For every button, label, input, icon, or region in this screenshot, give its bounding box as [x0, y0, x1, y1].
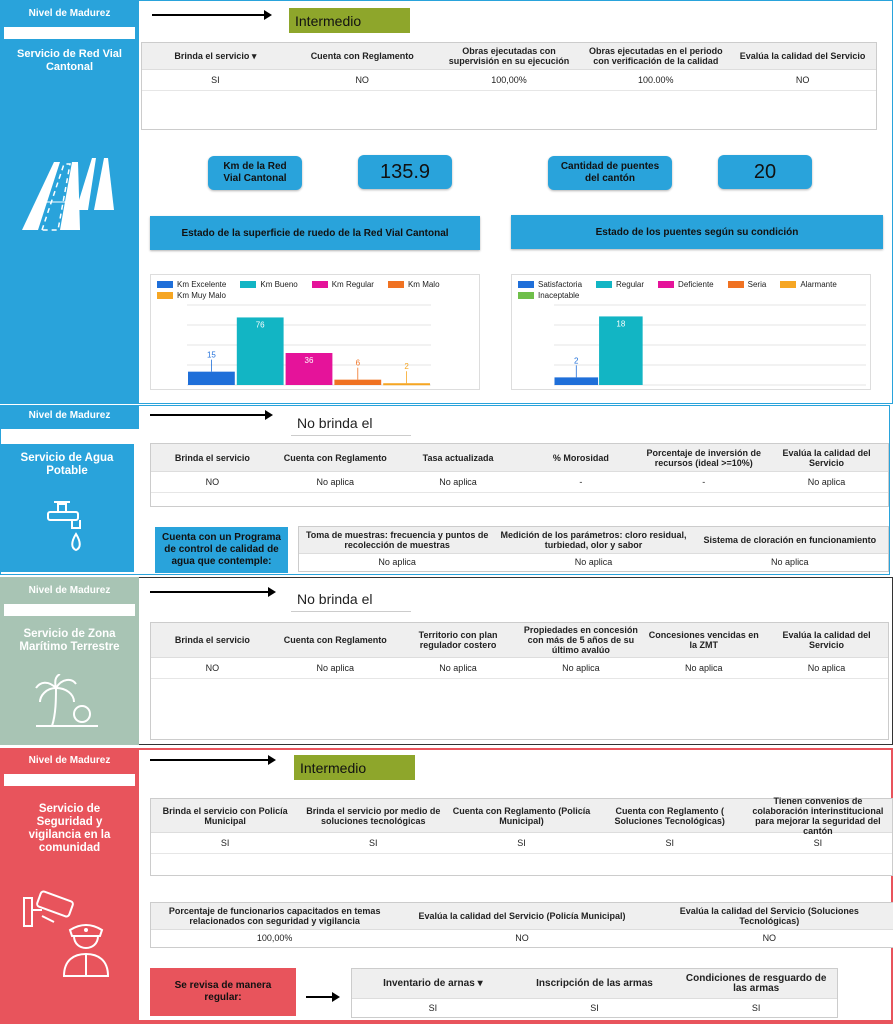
- security-status: Intermedio: [294, 755, 415, 780]
- data-label: 18: [616, 319, 626, 329]
- kpi-bridges-value: 20: [718, 155, 812, 189]
- legend-label: Seria: [747, 280, 767, 289]
- road-nivel-label: Nivel de Madurez: [4, 3, 135, 25]
- bar[interactable]: [188, 372, 235, 385]
- table-row: SI SI SI: [428, 1003, 761, 1013]
- table-row: SI NO 100,00% 100.00% NO: [142, 70, 876, 91]
- zmt-arrow: [150, 591, 270, 593]
- kpi-km-value: 135.9: [358, 155, 452, 189]
- legend-label: Km Malo: [407, 280, 440, 289]
- legend-label: Km Regular: [331, 280, 374, 289]
- road-col-reglamento: Cuenta con Reglamento: [310, 51, 414, 61]
- table-row: 100,00% NO NO: [256, 933, 777, 943]
- chart1-title: Estado de la superficie de ruedo de la Red Vial Cantonal: [150, 216, 480, 250]
- road-col-evalua: Evalúa la calidad del Servicio: [739, 51, 866, 61]
- security-sidebar: [0, 748, 139, 1021]
- table-row: SI SI SI SI SI: [151, 833, 892, 854]
- bar[interactable]: [334, 380, 381, 385]
- water-nivel-label: Nivel de Madurez: [4, 405, 135, 427]
- legend-label: Satisfactoria: [538, 280, 583, 289]
- table-row: NO No aplica No aplica - - No aplica: [151, 472, 888, 493]
- security-title: Servicio de Seguridad y vigilancia en la comunidad: [28, 803, 111, 854]
- zmt-table: Brinda el servicio Cuenta con Reglamento Territorio con plan regulador costero Propiedades en concesión con más de 5 años de su último avalúo Concesiones vencidas en la ZMT Evalúa la calidad del Servicio NO No aplica No aplica No aplica No aplica No aplica: [150, 622, 889, 740]
- security-nivel-label: Nivel de Madurez: [28, 755, 111, 766]
- water-status: No brinda el: [291, 410, 411, 436]
- road-icon: [20, 152, 115, 232]
- palm-tree-icon: [34, 674, 100, 730]
- chart2-title: Estado de los puentes según su condición: [511, 215, 883, 249]
- security-arrow: [150, 759, 270, 761]
- bar[interactable]: [383, 383, 430, 385]
- water-arrow: [150, 414, 267, 416]
- bar[interactable]: [555, 377, 599, 385]
- road-table: [141, 42, 877, 130]
- security-table-3: Inventario de arnas ▾ Inscripción de las armas Condiciones de resguardo de las armas SI SI SI: [351, 968, 838, 1018]
- road-col-supervision: Obras ejecutadas con supervisión en su ejecución: [448, 46, 570, 66]
- col-inventario[interactable]: Inventario de arnas ▾: [383, 977, 483, 989]
- zmt-nivel-label: Nivel de Madurez: [28, 585, 111, 596]
- data-label: 76: [255, 320, 265, 330]
- faucet-icon: [44, 498, 94, 554]
- road-arrow: [152, 14, 266, 16]
- legend-label: Alarmante: [800, 280, 837, 289]
- water-program-table: Toma de muestras: frecuencia y puntos de recolección de muestras Medición de los parámetros: cloro residual, turbiedad, olor y sabor Sistema de cloración en funcionamiento No aplica No aplica No aplica: [298, 526, 889, 572]
- road-status: Intermedio: [289, 8, 410, 33]
- water-table: Brinda el servicio Cuenta con Reglamento Tasa actualizada % Morosidad Porcentaje de inversión de recursos (ideal >=10%) Evalúa la calidad del Servicio NO No aplica No aplica - - No aplica: [150, 443, 889, 507]
- kpi-bridges-label: Cantidad de puentes del cantón: [548, 156, 672, 190]
- security-table-2: Porcentaje de funcionarios capacitados en temas relacionados con seguridad y vigilancia Evalúa la calidad del Servicio (Policía Municipal) Evalúa la calidad del Servicio (Soluciones Tecnológicas) 100,00% NO NO: [150, 902, 893, 948]
- data-label: 36: [304, 356, 314, 365]
- legend-label: Regular: [616, 280, 645, 289]
- road-col-brinda[interactable]: Brinda el servicio ▾: [174, 51, 257, 61]
- water-title: Servicio de Agua Potable: [20, 452, 114, 477]
- water-program-label: Cuenta con un Programa de control de calidad de agua que contemple:: [155, 527, 288, 573]
- road-col-verificacion: Obras ejecutadas en el periodo con verificación de la calidad: [589, 46, 723, 66]
- zmt-status: No brinda el: [291, 586, 411, 612]
- data-label: 2: [404, 362, 409, 372]
- chart2-plot: [512, 275, 870, 389]
- chart1-plot: [151, 275, 479, 389]
- security-nivel-underline: [4, 774, 135, 786]
- chart2: [511, 274, 871, 390]
- table-row: No aplica No aplica No aplica: [378, 557, 809, 567]
- sort-down-icon: ▾: [251, 51, 257, 61]
- road-nivel-underline: [4, 27, 135, 39]
- legend-label: Km Muy Malo: [177, 291, 226, 300]
- data-label: 6: [355, 358, 361, 368]
- legend-label: Km Bueno: [260, 280, 298, 289]
- security-camera-police-icon: [20, 890, 120, 980]
- table-row: NO No aplica No aplica No aplica No aplica No aplica: [151, 658, 888, 679]
- security-review-label: Se revisa de manera regular:: [150, 968, 296, 1016]
- road-title: Servicio de Red Vial Cantonal: [17, 48, 122, 73]
- sort-down-icon: ▾: [477, 977, 483, 989]
- security-review-arrow: [306, 996, 334, 998]
- kpi-km-label: Km de la Red Vial Cantonal: [208, 156, 302, 190]
- data-label: 15: [206, 350, 216, 360]
- zmt-title: Servicio de Zona Marítimo Terrestre: [19, 628, 120, 653]
- legend-label: Deficiente: [678, 280, 714, 289]
- legend-label: Inaceptable: [538, 291, 580, 300]
- legend-label: Km Excelente: [177, 280, 227, 289]
- data-label: 2: [574, 356, 579, 366]
- security-table: Brinda el servicio con Policía Municipal Brinda el servicio por medio de soluciones tecnológicas Cuenta con Reglamento (Policía Municipal) Cuenta con Reglamento ( Soluciones Tecnológicas) Tienen convenios de colaboración interinstitucional para mejorar la seguridad del cantón SI SI SI SI SI: [150, 798, 893, 876]
- zmt-nivel-underline: [4, 604, 135, 616]
- chart1: [150, 274, 480, 390]
